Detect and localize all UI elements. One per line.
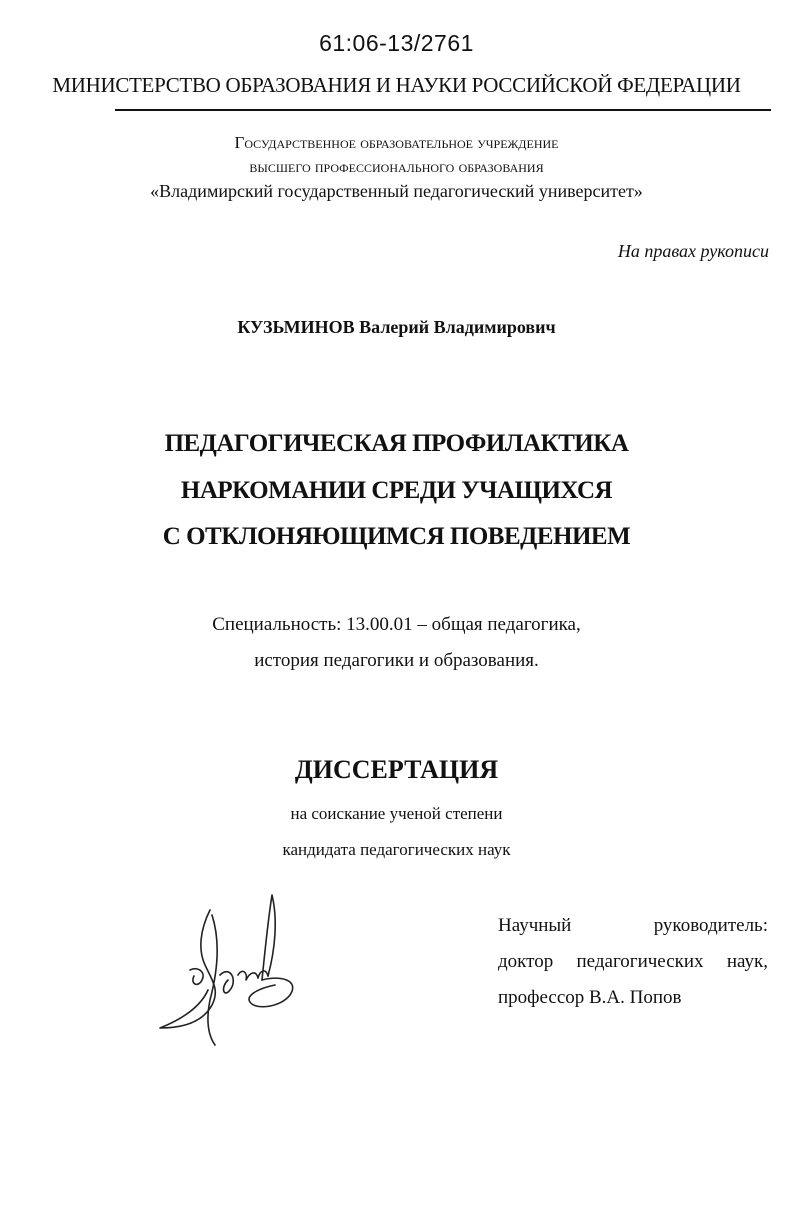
specialty-line-2: история педагогики и образования. <box>254 650 539 671</box>
supervisor-row-1 <box>498 915 768 937</box>
supervisor-row-2 <box>498 951 768 973</box>
ministry-header: МИНИСТЕРСТВО ОБРАЗОВАНИЯ И НАУКИ РОССИЙСКОЙ ФЕДЕРАЦИИ <box>52 73 741 97</box>
supervisor-word: наук, <box>726 951 768 972</box>
document-type: ДИССЕРТАЦИЯ <box>294 755 499 784</box>
manuscript-note: На правах рукописи <box>617 241 769 261</box>
degree-line-2: кандидата педагогических наук <box>282 840 511 859</box>
title-line-3: С ОТКЛОНЯЮЩИМСЯ ПОВЕДЕНИЕМ <box>162 523 631 550</box>
supervisor-word: доктор <box>498 951 554 972</box>
specialty-line-1: Специальность: 13.00.01 – общая педагогика, <box>212 614 581 635</box>
supervisor-name: профессор В.А. Попов <box>498 987 682 1008</box>
supervisor-word: руководитель: <box>653 915 768 936</box>
supervisor-word: педагогических <box>576 951 704 972</box>
author-name: КУЗЬМИНОВ Валерий Владимирович <box>237 317 556 337</box>
header-divider <box>115 109 771 111</box>
handwritten-signature <box>150 880 310 1050</box>
archive-code: 61:06-13/2761 <box>319 30 474 56</box>
institution-line-2: высшего профессионального образования <box>249 157 544 176</box>
title-line-2: НАРКОМАНИИ СРЕДИ УЧАЩИХСЯ <box>180 477 613 504</box>
degree-line-1: на соискание ученой степени <box>290 804 503 823</box>
institution-line-3: «Владимирский государственный педагогический университет» <box>150 181 643 201</box>
supervisor-word: Научный <box>498 915 572 936</box>
title-line-1: ПЕДАГОГИЧЕСКАЯ ПРОФИЛАКТИКА <box>164 430 629 457</box>
institution-line-1: Государственное образовательное учреждение <box>234 133 559 152</box>
